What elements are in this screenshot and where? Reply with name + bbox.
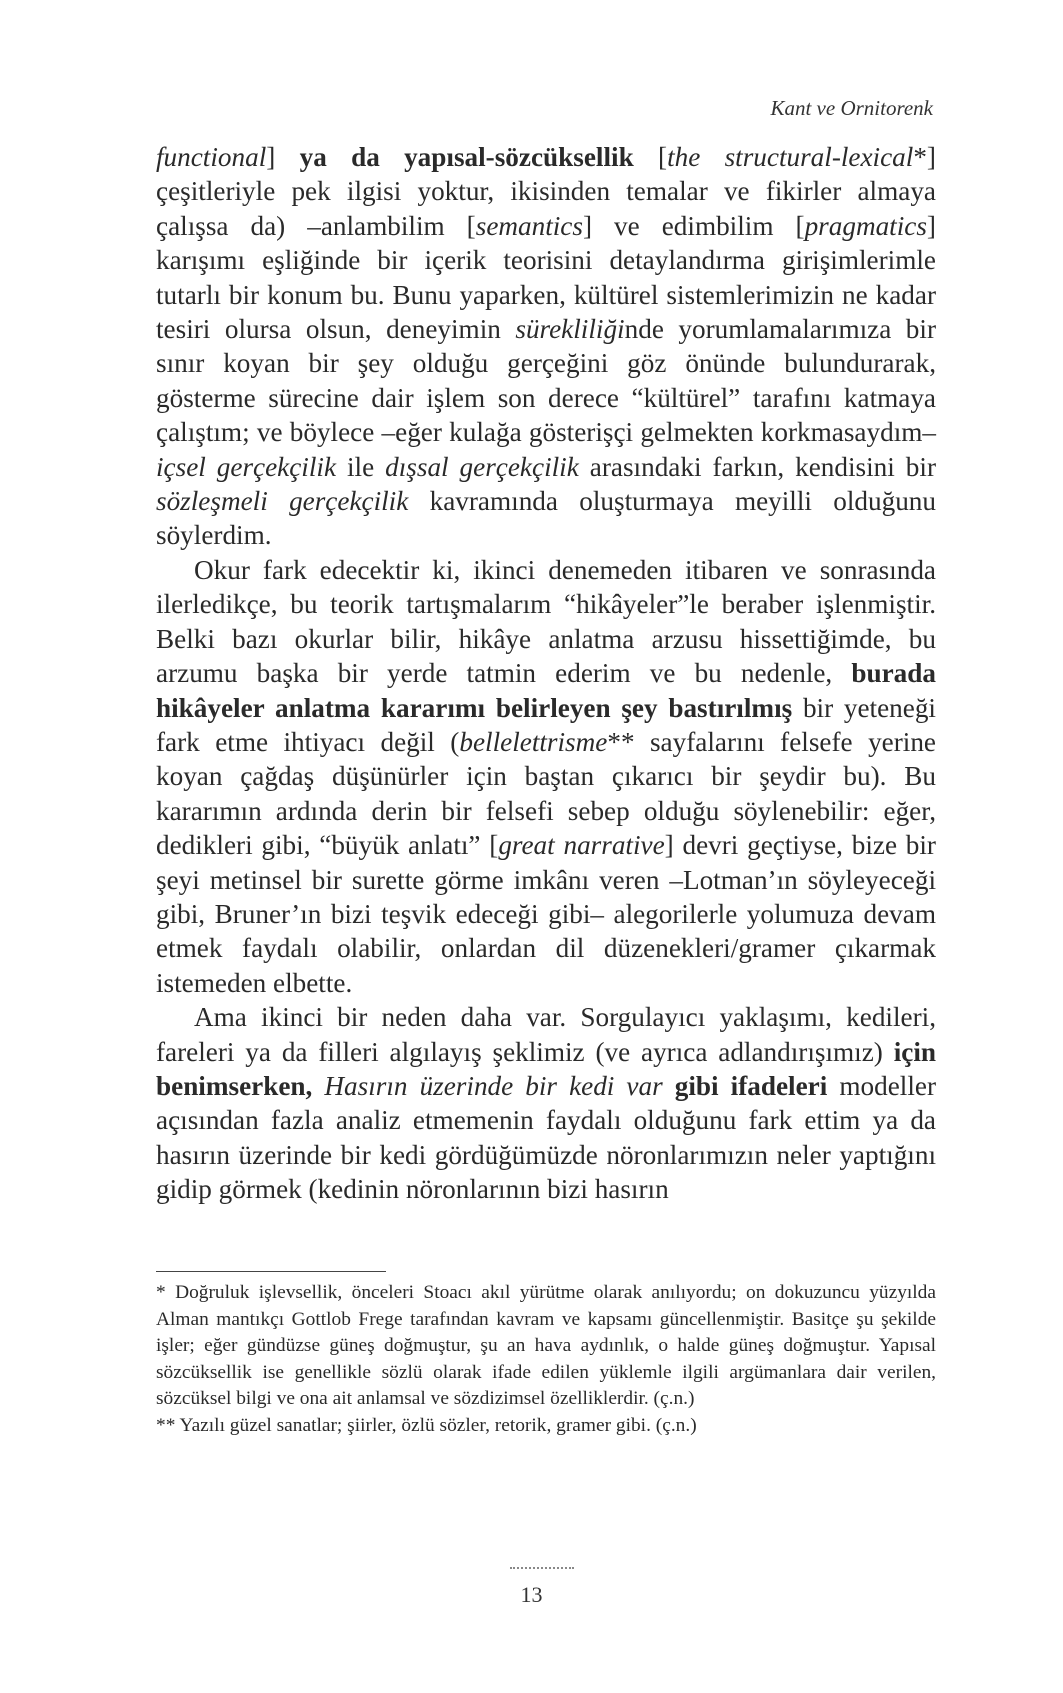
text-run: ] devri geçtiyse, bize bir şeyi metinsel bir surette görme imkânı veren –Lotman’ın söyleyeceği gibi, Bruner’ın bizi teşvik edeceği gibi– alegorilerle yolumuza devam etmek faydalı olabilir, onlardan dil düzenekleri/gramer çıkarmak istemeden elbette. <box>156 830 936 998</box>
text-run: ile <box>336 451 386 482</box>
text-run: ] ve edimbilim [ <box>582 210 805 241</box>
text-run: modeller açısından fazla analiz etmemenin faydalı olduğunu fark ettim ya da hasırın üzerinde bir kedi gördüğümüzde nöronlarımızın neler yaptığını gidip görmek (kedinin nöronlarının bizi hasırın <box>156 1070 937 1205</box>
text-run: nde yorumlamalarımıza bir sınır koyan bir şey olduğu gerçeğini göz önünde bulundurarak, gösterme sürecine dair işlem son derece “kültürel” tarafını katmaya çalıştım; ve böylece –eğer kulağa gösterişçi gelmekten korkmasaydım– <box>156 314 937 448</box>
text-run: kavramında oluşturmaya meyilli olduğunu söylerdim. <box>156 486 936 551</box>
italic-run: sürekliliği <box>515 314 625 345</box>
italic-run: functional <box>156 142 267 172</box>
italic-run: pragmatics <box>804 210 927 241</box>
footnote-1: * Doğruluk işlevsellik, önceleri Stoacı akıl yürütme olarak anılıyordu; on dokuzuncu yüzyılda Alman mantıkçı Gottlob Frege tarafından kavram ve kapsamı güncellenmiştir. Basitçe şu şekilde işler; eğer gündüzse güneş doğmuştur, şu an hava aydınlık, o halde güneş doğmuştur. Yapısal sözcüksellik ise genellikle sözlü olarak ifade edilen yüklemle ilgili argümanlara dair verilen, sözcüksel bilgi ve ona ait anlamsal ve sözdizimsel özelliklerdir. (ç.n.) <box>156 1282 936 1409</box>
italic-run: bellelettrisme <box>459 726 608 757</box>
footnote-divider <box>156 1271 386 1272</box>
footnotes <box>156 1280 936 1439</box>
paragraph <box>156 1000 936 1206</box>
bold-run: burada hikâyeler anlatma kararımı belirleyen şey bastırılmış <box>156 658 936 723</box>
text-run: ] <box>266 142 300 172</box>
bold-run: için benimserken, <box>156 1036 936 1101</box>
bold-run: ya da yapısal-sözcüksellik <box>299 142 634 172</box>
italic-run: içsel gerçekçilik <box>156 451 337 482</box>
text-run: ] karışımı eşliğinde bir içerik teorisini detaylandırma girişimlerimle tutarlı bir konum bu. Bunu yaparken, kültürel sistemlerimizin ne kadar tesiri olursa olsun, deneyimin <box>156 210 936 345</box>
page-number: 13 <box>520 1582 543 1607</box>
text-run: Okur fark edecektir ki, ikinci denemeden itibaren ve sonrasında ilerledikçe, bu teorik tartışmalarım “hikâyeler”le beraber işlenmiştir. Belki bazı okurlar bilir, hikâye anlatma arzusu hissettiğimde, bu arzumu başka bir yerde tatmin ederim ve bu nedenle, <box>156 554 936 689</box>
text-run: ** sayfalarını felsefe yerine koyan çağdaş düşünürler için baştan çıkarıcı bir şeydir bu). Bu kararımın ardında derin bir felsefi sebep olduğu söylenebilir: eğer, dedikleri gibi, “büyük anlatı” [ <box>156 726 936 861</box>
body-text <box>156 140 936 1207</box>
italic-run: sözleşmeli gerçekçilik <box>156 486 409 517</box>
text-run: Ama ikinci bir neden daha var. Sorgulayıcı yaklaşımı, kedileri, fareleri ya da filleri algılayış şeklimiz (ve ayrıca adlandırışımız) <box>156 1002 936 1067</box>
text-run: bir yeteneği fark etme ihtiyacı değil ( <box>156 692 936 757</box>
italic-run: semantics <box>475 210 583 241</box>
page-number-ornament <box>510 1567 574 1569</box>
italic-run: dışsal gerçekçilik <box>385 451 579 482</box>
italic-run: great narrative <box>498 830 665 861</box>
running-head: Kant ve Ornitorenk <box>770 96 933 120</box>
bold-run: gibi ifadeleri <box>662 1070 828 1101</box>
footnote-2: ** Yazılı güzel sanatlar; şiirler, özlü sözler, retorik, gramer gibi. (ç.n.) <box>156 1414 697 1436</box>
italic-run: the structural-lexical <box>667 142 914 172</box>
paragraph <box>156 140 936 553</box>
paragraph <box>156 553 936 1000</box>
text-run: *] çeşitleriyle pek ilgisi yoktur, ikisinden temalar ve fikirler almaya çalışsa da) –anlambilim [ <box>156 142 936 241</box>
text-run: [ <box>633 142 668 172</box>
italic-run: Hasırın üzerinde bir kedi var <box>324 1070 663 1101</box>
text-run: arasındaki farkın, kendisini bir <box>578 451 936 482</box>
